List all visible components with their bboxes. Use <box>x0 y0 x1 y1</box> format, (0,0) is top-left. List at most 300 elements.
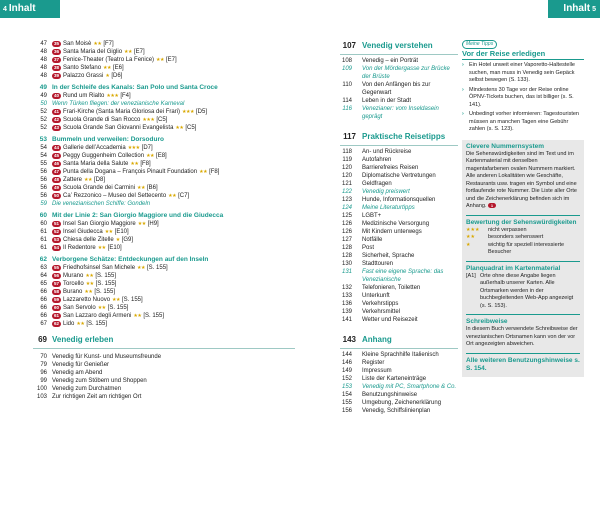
toc-column-2 <box>340 40 458 415</box>
toc-entry-label: Venezianer: vom Inseldasein geprägt <box>362 106 439 120</box>
toc-entry-label: Notfälle <box>362 237 383 243</box>
tip-item <box>462 62 584 85</box>
toc-entry-label: Medizinische Versorgung <box>362 221 430 227</box>
map-reference: [E8] <box>156 153 167 159</box>
toc-page-number: 49 <box>40 93 47 99</box>
toc-entry-label: Autofahren <box>362 157 392 163</box>
toc-entry <box>33 244 295 252</box>
rating-stars-icon: ★★ <box>146 153 155 159</box>
toc-entry-label: Venedig preiswert <box>362 189 410 195</box>
info-box-numbering <box>462 140 584 377</box>
sight-number-badge: 50 <box>53 193 59 198</box>
toc-page-number: 56 <box>40 185 47 191</box>
sight-number-badge: 48 <box>53 177 59 182</box>
divider <box>466 314 580 315</box>
map-reference: [S. 155] <box>95 273 116 279</box>
toc-page-number: 79 <box>40 362 47 368</box>
toc-page-number: 126 <box>341 221 352 227</box>
toc-entry-label: Von den Anfängen bis zur Gegenwart <box>362 82 431 96</box>
toc-page-number: 60 <box>40 221 47 227</box>
map-reference: [D6] <box>111 73 123 79</box>
tip-text: Ein Hotel unweit einer Vaporetto-Haltestelle suchen, man muss in Venedig sein Gepäck selbst bewegen (S. 133). <box>469 62 575 83</box>
toc-entry <box>340 180 458 188</box>
toc-entry <box>340 105 458 121</box>
map-reference: [F7] <box>103 41 114 47</box>
info-title: Clevere Nummernsystem <box>466 142 545 150</box>
chapter-page: 117 <box>343 132 356 141</box>
toc-entry-label: Lazzaretto Nuovo <box>63 297 111 303</box>
toc-entry-label: Insel San Giorgio Maggiore <box>63 221 136 227</box>
toc-page-number: 128 <box>341 253 352 259</box>
toc-entry <box>340 228 458 236</box>
toc-entry <box>33 296 295 304</box>
page-number-right: 5 <box>592 6 596 13</box>
toc-entry-label: Scuola Grande di San Rocco <box>63 117 141 123</box>
toc-section <box>33 353 295 401</box>
sight-number-badge: 45 <box>53 153 59 158</box>
rating-stars-icon: ★★ <box>93 41 102 47</box>
map-reference: [S. 155] <box>86 321 107 327</box>
chapter-page: 107 <box>342 41 356 50</box>
toc-entry-label: Peggy Guggenheim Collection <box>63 153 145 159</box>
toc-entry-label: Venedig am Abend <box>52 370 103 376</box>
sight-number-badge: 41 <box>53 109 59 114</box>
toc-page-number: 48 <box>40 49 47 55</box>
toc-page-number: 61 <box>40 237 47 243</box>
toc-entry <box>340 244 458 252</box>
chapter-heading <box>340 40 458 52</box>
toc-entry <box>33 56 295 64</box>
sight-number-badge: 54 <box>53 245 59 250</box>
toc-entry <box>33 312 295 320</box>
legend-entry <box>466 227 580 235</box>
toc-entry-label: Zattere <box>63 177 83 183</box>
toc-entry <box>33 48 295 56</box>
toc-entry-label: Post <box>362 245 375 251</box>
sight-number-badge: 43 <box>53 125 59 130</box>
toc-entry-label: Telefonieren, Toiletten <box>362 285 421 291</box>
toc-entry-label: Stadttouren <box>362 261 394 267</box>
toc-entry-label: Wetter und Reisezeit <box>362 317 418 323</box>
info-body <box>466 151 580 211</box>
toc-entry <box>340 188 458 196</box>
toc-page-number: 66 <box>40 305 47 311</box>
toc-entry <box>33 84 295 92</box>
toc-entry <box>33 304 295 312</box>
map-reference: [G9] <box>121 237 134 243</box>
sight-number-badge: 58 <box>53 289 59 294</box>
toc-page-number: 65 <box>40 281 47 287</box>
toc-entry <box>33 116 295 124</box>
tip-item <box>462 87 584 110</box>
toc-section <box>340 148 458 324</box>
toc-entry <box>340 236 458 244</box>
toc-page-number: 48 <box>40 65 47 71</box>
toc-entry <box>340 81 458 97</box>
toc-page-number: 103 <box>36 394 47 400</box>
toc-entry <box>33 136 295 144</box>
divider <box>466 261 580 262</box>
toc-page-number: 50 <box>40 101 47 107</box>
sight-number-badge: 47 <box>53 169 59 174</box>
toc-entry-label: LGBT+ <box>362 213 382 219</box>
toc-page-number: 122 <box>341 189 352 195</box>
rating-stars-icon: ★★ <box>156 57 165 63</box>
toc-page-number: 123 <box>341 197 352 203</box>
toc-entry <box>33 92 295 100</box>
info-title: Planquadrat im Kartenmaterial <box>466 264 561 272</box>
map-reference: [F8] <box>140 161 151 167</box>
toc-entry-label: Fast eine eigene Sprache: das Venezianische <box>362 269 444 283</box>
tip-text: Unbedingt vorher informieren: Tagestouristen müssen an manchen Tagen eine Gebühr zahlen (s. S. 123). <box>469 111 579 132</box>
toc-page-number: 66 <box>40 313 47 319</box>
toc-entry <box>33 72 295 80</box>
toc-entry-label: Venedig für Kunst- und Museumsfreunde <box>52 354 162 360</box>
sight-number-badge: 55 <box>53 265 59 270</box>
toc-page-number: 59 <box>40 201 47 207</box>
grid-code: [A1] <box>466 272 476 279</box>
rating-stars-icon: ★★ <box>133 313 142 319</box>
sight-number-badge: 59 <box>53 297 59 302</box>
info-title: Bewertung der Sehenswürdigkeiten <box>466 218 577 226</box>
toc-entry-label: Geldfragen <box>362 181 392 187</box>
toc-entry-label: Wenn Türken fliegen: der venezianische Karneval <box>52 101 185 107</box>
sight-number-badge: 62 <box>53 321 59 326</box>
map-reference: [E7] <box>134 49 145 55</box>
toc-entry-label: Insel Giudecca <box>63 229 103 235</box>
toc-entry <box>340 268 458 284</box>
toc-page-number: 61 <box>40 229 47 235</box>
rating-stars-icon: ★ <box>105 73 110 79</box>
toc-entry <box>340 367 458 375</box>
chapter-heading <box>33 334 295 346</box>
sight-number-badge: 39 <box>53 73 59 78</box>
toc-page-number: 136 <box>341 301 352 307</box>
toc-entry-label: Mit Kindern unterwegs <box>362 229 422 235</box>
sight-number-badge: 61 <box>53 313 59 318</box>
toc-page-number: 70 <box>40 354 47 360</box>
toc-page-number: 152 <box>341 376 352 382</box>
chapter-heading <box>340 334 458 346</box>
toc-entry-label: Fenice-Theater (Teatro La Fenice) <box>63 57 155 63</box>
rating-stars-icon: ★★ <box>137 185 146 191</box>
toc-entry <box>340 292 458 300</box>
toc-entry-label: Barrierefreies Reisen <box>362 165 419 171</box>
toc-entry-label: Verkehrsmittel <box>362 309 401 315</box>
toc-entry <box>33 369 295 377</box>
toc-page-number: 116 <box>342 106 352 112</box>
toc-page-number: 108 <box>341 58 352 64</box>
rating-stars-icon: ★★ <box>104 229 113 235</box>
rating-stars-icon: ★★ <box>85 273 94 279</box>
map-reference: [E7] <box>166 57 177 63</box>
toc-page-number: 53 <box>39 136 47 143</box>
toc-entry <box>33 184 295 192</box>
toc-entry-label: Benutzungshinweise <box>362 392 418 398</box>
divider <box>340 145 458 146</box>
rating-stars-icon: ★★ <box>84 289 93 295</box>
rating-stars-icon: ★★ <box>85 281 94 287</box>
toc-entry <box>340 156 458 164</box>
toc-page-number: 156 <box>341 408 352 414</box>
toc-section <box>33 212 295 252</box>
toc-entry <box>340 172 458 180</box>
rating-stars-icon: ★★★ <box>106 93 119 99</box>
toc-page-number: 120 <box>341 173 352 179</box>
toc-entry-label: Diplomatische Vertretungen <box>362 173 436 179</box>
toc-page-number: 54 <box>40 145 47 151</box>
toc-entry-label: Venedig – ein Porträt <box>362 58 419 64</box>
toc-entry-label: San Servolo <box>63 305 96 311</box>
toc-entry <box>340 148 458 156</box>
rating-stars-icon: ★★ <box>175 125 184 131</box>
sight-number-badge: 38 <box>53 65 59 70</box>
toc-entry-label: Unterkunft <box>362 293 390 299</box>
map-reference: [S. 155] <box>95 281 117 287</box>
sight-number-badge: 37 <box>53 57 59 62</box>
toc-entry-label: Santa Maria della Salute <box>63 161 129 167</box>
toc-entry-label: Gallerie dell’Accademia <box>63 145 126 151</box>
toc-entry-label: Meine Literaturtipps <box>362 205 415 211</box>
toc-page-number: 100 <box>36 386 47 392</box>
toc-column-1 <box>33 40 295 401</box>
chapter-title: Venedig verstehen <box>362 41 433 50</box>
toc-page-number: 55 <box>40 161 47 167</box>
toc-entry <box>33 200 295 208</box>
toc-page-number: 54 <box>40 153 47 159</box>
toc-entry <box>33 320 295 328</box>
toc-entry <box>33 176 295 184</box>
toc-page-number: 52 <box>40 109 47 115</box>
toc-page-number: 61 <box>40 245 47 251</box>
toc-entry <box>340 252 458 260</box>
toc-page-number: 66 <box>40 289 47 295</box>
toc-entry <box>33 212 295 220</box>
toc-page-number: 66 <box>40 297 47 303</box>
map-reference: [D7] <box>141 145 153 151</box>
toc-entry-label: Punta della Dogana – François Pinault Foundation <box>63 169 198 175</box>
toc-page-number: 62 <box>39 256 47 263</box>
toc-entry-label: Rund um Rialto <box>63 93 105 99</box>
map-reference: [S. 155] <box>122 297 143 303</box>
map-reference: [S. 155] <box>94 289 116 295</box>
toc-page-number: 153 <box>341 384 352 390</box>
toc-page-number: 49 <box>39 84 47 91</box>
rating-stars-icon: ★★ <box>112 297 120 303</box>
sight-number-badge: 36 <box>53 49 59 54</box>
legend-entry <box>466 242 580 257</box>
sidebar-column <box>462 40 584 377</box>
toc-page-number: 118 <box>342 149 352 155</box>
toc-entry-label: Palazzo Grassi <box>63 73 104 79</box>
toc-entry <box>340 351 458 359</box>
toc-entry-label: Frari-Kirche (Santa Maria Gloriosa dei Frari) <box>63 109 181 115</box>
chapter-title: Praktische Reisetipps <box>362 132 446 141</box>
grid-legend-entry <box>466 273 580 311</box>
toc-entry <box>33 361 295 369</box>
rating-stars-icon: ★★ <box>97 305 106 311</box>
sight-number-badge: 56 <box>53 273 59 278</box>
toc-entry-label: Il Redentore <box>63 245 96 251</box>
toc-page-number: 60 <box>39 212 47 219</box>
divider <box>466 353 580 354</box>
toc-entry-label: Verborgene Schätze: Entdeckungen auf den Inseln <box>52 256 209 263</box>
toc-section <box>340 57 458 121</box>
map-reference: [E10] <box>114 229 129 235</box>
toc-page-number: 64 <box>40 273 47 279</box>
toc-page-number: 56 <box>40 193 47 199</box>
toc-entry <box>33 144 295 152</box>
sight-number-badge: 57 <box>53 281 59 286</box>
map-reference: [B6] <box>147 185 158 191</box>
toc-entry <box>33 100 295 108</box>
toc-entry <box>340 284 458 292</box>
toc-page-number: 130 <box>341 261 352 267</box>
toc-entry <box>340 97 458 105</box>
chapter-title: Venedig erleben <box>52 335 114 344</box>
toc-entry <box>340 212 458 220</box>
chevron-right-icon: › <box>462 62 464 68</box>
toc-entry-label: In der Schleife des Kanals: San Polo und Santa Croce <box>52 84 218 91</box>
header-right <box>548 0 600 18</box>
toc-page-number: 63 <box>40 265 47 271</box>
rating-stars-icon: ★★ <box>103 65 111 71</box>
info-text: Die Sehenswürdigkeiten sind im Text und im Kartenmaterial mit denselben magentafarbenen ovalen Nummern markiert. Alle anderen Lokalitäten wie Geschäfte, Restaurants usw. tragen ein Symbol und eine fortlaufende rote Nummer. Die Liste aller Orte und die Zeichenerklärung befinden sich im Anhang. <box>466 150 577 209</box>
legend-text: wichtig für speziell interessierte Besucher <box>488 241 565 255</box>
toc-entry-label: Scuola Grande dei Carmini <box>63 185 136 191</box>
legend-text: nicht verpassen <box>488 226 527 233</box>
toc-entry <box>33 236 295 244</box>
toc-page-number: 99 <box>40 378 47 384</box>
toc-entry-label: Mit der Linie 2: San Giorgio Maggiore und die Giudecca <box>52 212 224 219</box>
sight-number-badge: 44 <box>53 145 59 150</box>
toc-entry <box>33 108 295 116</box>
toc-section <box>33 256 295 328</box>
toc-entry <box>33 385 295 393</box>
toc-page-number: 48 <box>40 73 47 79</box>
toc-page-number: 124 <box>341 205 352 211</box>
toc-entry-label: Chiesa delle Zitelle <box>63 237 114 243</box>
tip-text: Mindestens 30 Tage vor der Reise online ÖPNV-Tickets buchen, das ist billiger (s. S. 141). <box>469 86 574 108</box>
toc-page-number: 139 <box>341 309 352 315</box>
toc-page-number: 131 <box>341 269 352 275</box>
toc-entry <box>33 40 295 48</box>
toc-page-number: 132 <box>341 285 352 291</box>
toc-page-number: 96 <box>40 370 47 376</box>
map-reference: [S. 155] <box>143 313 165 319</box>
info-footer-note: Alle weiteren Benutzungshinweise s. S. 154. <box>466 356 580 372</box>
toc-entry <box>33 64 295 72</box>
rating-stars-icon: ★★★ <box>182 109 194 115</box>
divider <box>462 59 584 60</box>
map-reference: [E10] <box>107 245 122 251</box>
toc-entry-label: Venedig mit PC, Smartphone & Co. <box>362 384 457 390</box>
toc-page-number: 127 <box>341 237 352 243</box>
toc-page-number: 52 <box>40 125 47 131</box>
divider <box>340 348 458 349</box>
tip-item <box>462 111 584 134</box>
toc-page-number: 154 <box>341 392 352 398</box>
sight-number-badge: 46 <box>53 161 59 166</box>
chapter-page: 69 <box>38 335 47 344</box>
toc-entry <box>340 383 458 391</box>
toc-entry <box>340 260 458 268</box>
toc-entry <box>33 393 295 401</box>
toc-page-number: 128 <box>341 245 352 251</box>
toc-page-number: 114 <box>342 98 352 104</box>
rating-stars-icon: ★★★ <box>142 117 155 123</box>
toc-entry-label: Leben in der Stadt <box>362 98 412 104</box>
sight-number-badge: 51 <box>53 221 59 226</box>
map-reference: [F4] <box>120 93 131 99</box>
rating-stars-icon: ★★ <box>130 161 139 167</box>
toc-entry <box>33 152 295 160</box>
toc-entry <box>340 57 458 65</box>
toc-entry <box>340 220 458 228</box>
toc-section <box>33 84 295 132</box>
toc-entry <box>33 192 295 200</box>
toc-entry-label: Venedig zum Stöbern und Shoppen <box>52 378 147 384</box>
toc-entry-label: Liste der Karteneinträge <box>362 376 427 382</box>
rating-stars-icon: ★★ <box>137 265 146 271</box>
map-reference: [D8] <box>93 177 105 183</box>
toc-entry-label: Die venezianischen Schiffe: Gondeln <box>52 201 151 207</box>
toc-page-number: 56 <box>40 169 47 175</box>
toc-entry-label: Verkehrstipps <box>362 301 399 307</box>
toc-entry <box>340 204 458 212</box>
toc-entry <box>340 196 458 204</box>
map-reference: [S. 155] <box>147 265 168 271</box>
tips-list <box>462 62 584 134</box>
meine-tipps-logo: Meine Tipps <box>462 40 497 49</box>
toc-entry-label: Sicherheit, Sprache <box>362 253 415 259</box>
rating-stars-icon: ★★ <box>97 245 106 251</box>
toc-entry <box>33 353 295 361</box>
toc-entry-label: Kleine Sprachhilfe Italienisch <box>362 352 439 358</box>
toc-page-number: 52 <box>40 117 47 123</box>
chapter-heading <box>340 131 458 143</box>
map-reference: [F8] <box>209 169 220 175</box>
toc-page-number: 149 <box>341 368 352 374</box>
map-reference: [H9] <box>147 221 159 227</box>
toc-section <box>340 351 458 415</box>
legend-entry <box>466 234 580 242</box>
sight-number-badge: 49 <box>53 185 59 190</box>
toc-page-number: 133 <box>341 293 352 299</box>
toc-page-number: 110 <box>342 82 352 88</box>
divider <box>340 54 458 55</box>
rating-stars-icon: ★ <box>115 237 120 243</box>
sight-number-badge: 35 <box>53 41 59 46</box>
rating-stars-icon: ★★ <box>84 177 92 183</box>
chevron-right-icon: › <box>462 111 464 117</box>
toc-page-number: 119 <box>342 157 352 163</box>
rating-stars-icon: ★ <box>466 241 471 248</box>
toc-entry-label: Torcello <box>63 281 84 287</box>
map-reference: [C7] <box>178 193 190 199</box>
toc-page-number: 155 <box>341 400 352 406</box>
page-number-left: 4 <box>3 6 7 13</box>
toc-entry <box>33 377 295 385</box>
rating-stars-icon: ★★ <box>124 49 132 55</box>
sight-number-badge: 60 <box>53 305 59 310</box>
toc-entry-label: San Moisè <box>63 41 92 47</box>
toc-entry <box>340 164 458 172</box>
rating-stars-icon: ★★ <box>199 169 208 175</box>
toc-entry-label: Ca’ Rezzonico – Museo del Settecento <box>63 193 167 199</box>
chapter-title: Anhang <box>362 335 392 344</box>
toc-page-number: 48 <box>40 57 47 63</box>
